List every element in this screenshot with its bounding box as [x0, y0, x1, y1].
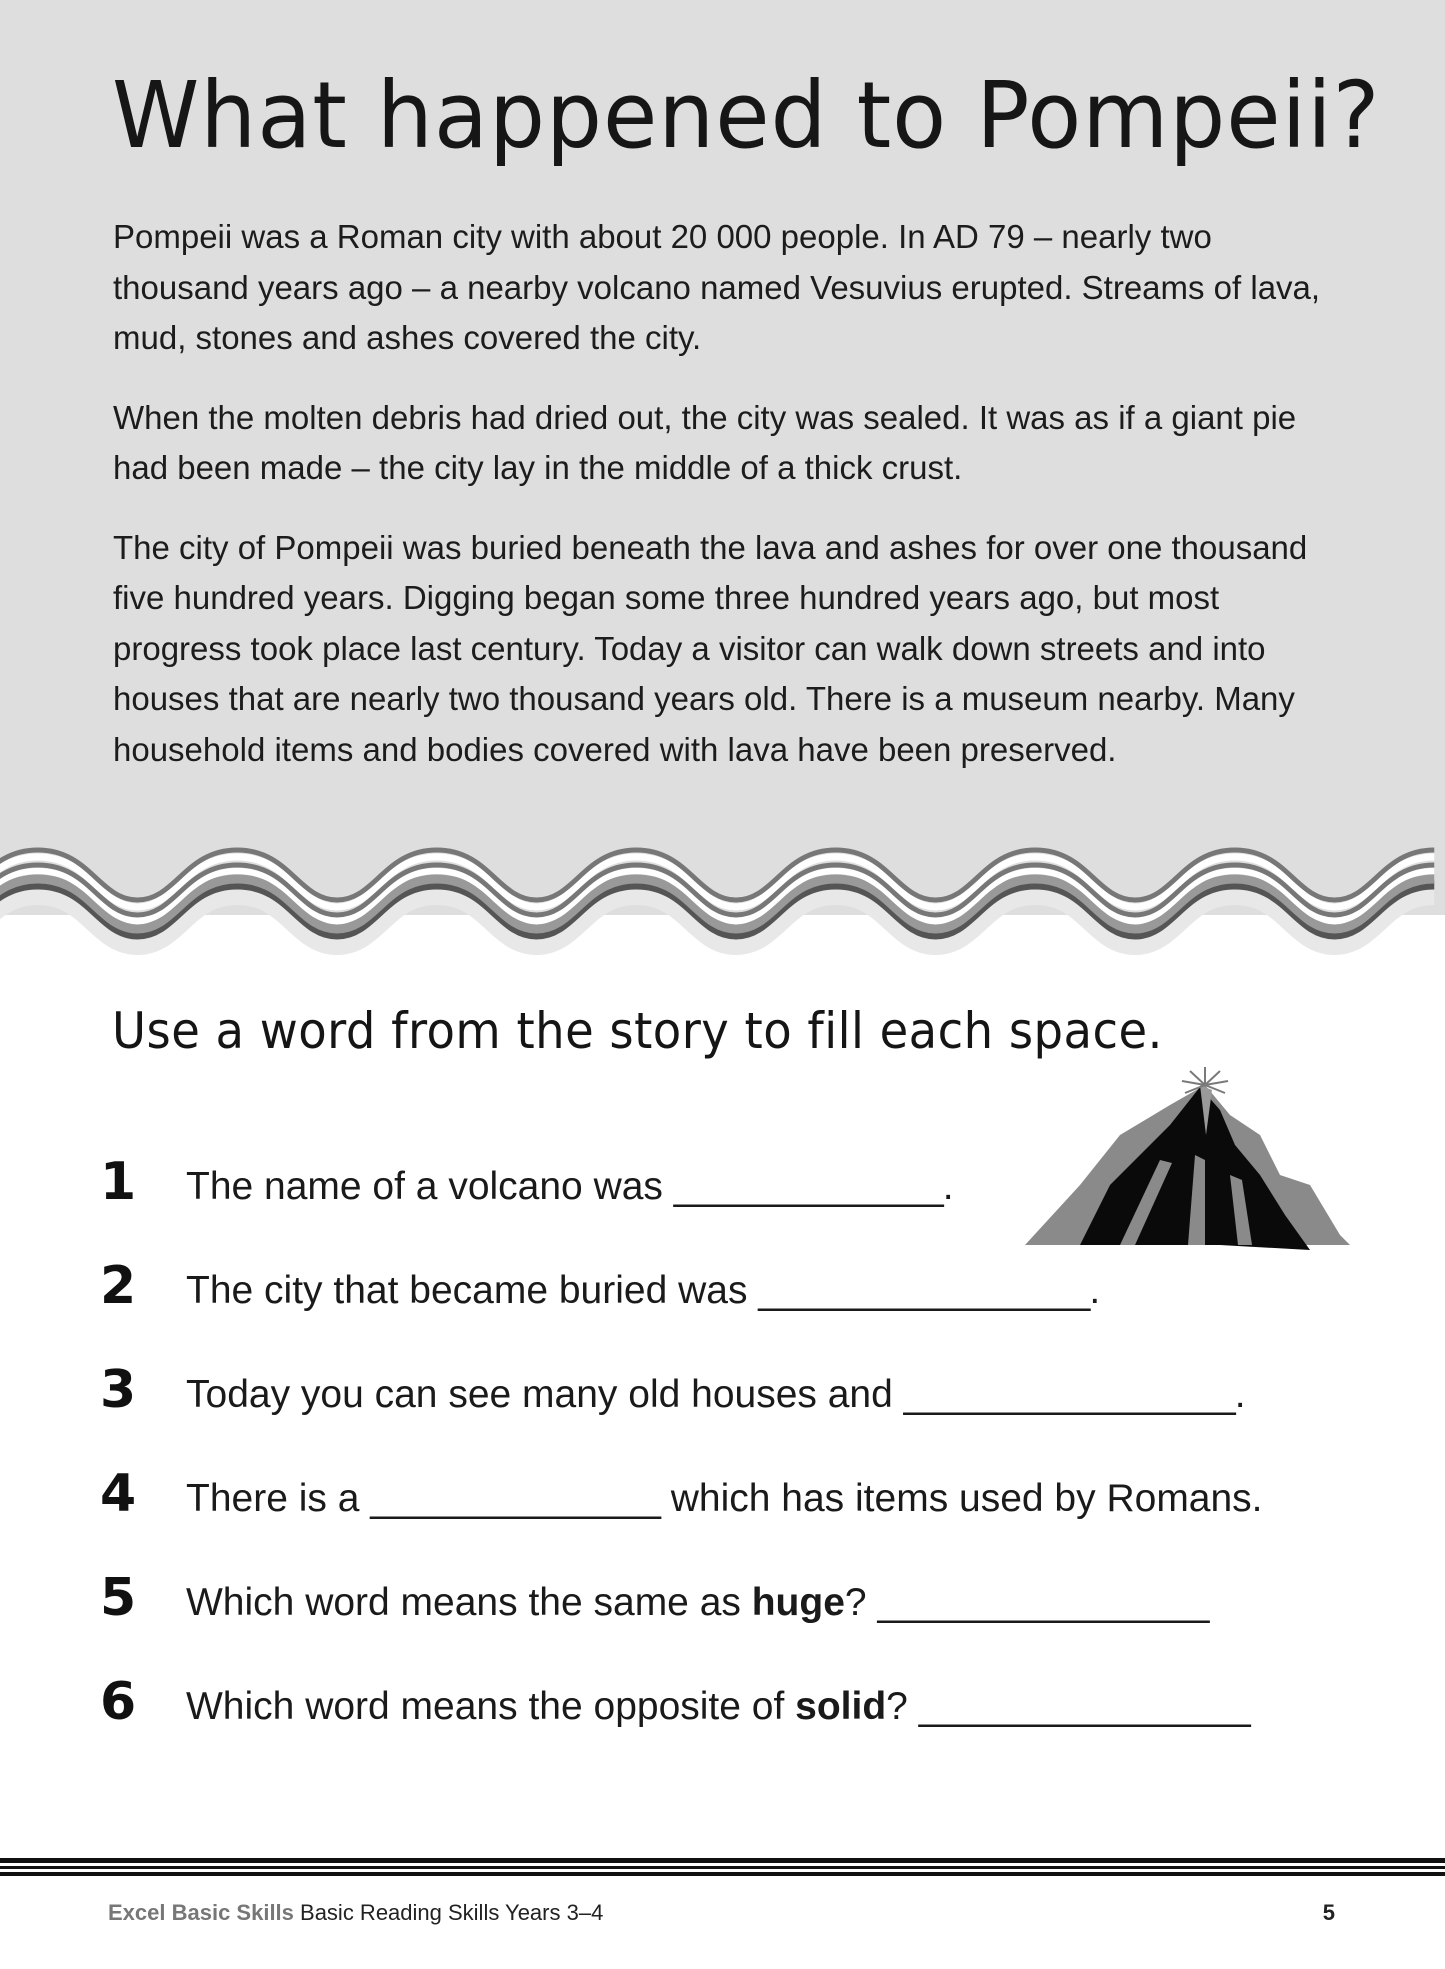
question-number: 1	[100, 1152, 137, 1212]
question-number: 3	[100, 1360, 137, 1420]
question-text: Which word means the same as	[186, 1581, 752, 1624]
answer-blank-3[interactable]: ________________	[903, 1373, 1235, 1416]
question-1	[100, 1152, 954, 1212]
question-suffix: .	[942, 1165, 954, 1208]
question-5	[100, 1568, 1208, 1628]
page-number: 5	[1322, 1900, 1335, 1925]
question-number: 6	[100, 1672, 137, 1732]
question-text: Which word means the opposite of	[186, 1685, 796, 1728]
answer-blank-4[interactable]: ______________	[370, 1477, 660, 1520]
question-text: Today you can see many old houses and	[186, 1373, 904, 1416]
question-3	[100, 1360, 1246, 1420]
question-number: 2	[100, 1256, 137, 1316]
question-number: 5	[100, 1568, 137, 1628]
volcano-icon	[1020, 1065, 1360, 1255]
answer-blank-2[interactable]: ________________	[758, 1269, 1090, 1312]
keyword-solid: solid	[795, 1685, 887, 1728]
page-footer	[108, 1900, 1335, 1926]
story-panel	[0, 0, 1445, 900]
question-mark: ?	[886, 1685, 919, 1728]
book-name: Basic Reading Skills Years 3–4	[293, 1900, 604, 1925]
answer-blank-5[interactable]: ________________	[877, 1581, 1209, 1624]
question-text: There is a	[186, 1477, 371, 1520]
question-2	[100, 1256, 1100, 1316]
question-suffix: which has items used by Romans.	[659, 1477, 1263, 1520]
story-paragraph-2: When the molten debris had dried out, the city was sealed. It was as if a giant pie had been made – the city lay in the middle of a thick crust.	[113, 398, 1297, 486]
question-mark: ?	[844, 1581, 878, 1624]
story-paragraph-3: The city of Pompeii was buried beneath the lava and ashes for over one thousand five hundred years. Digging began some three hundred years ago, but most progress took place last century. Today a visitor can walk down streets and into houses that are nearly two thousand years old. There is a museum nearby. Many household items and bodies covered with lava have been preserved.	[113, 528, 1308, 768]
question-6	[100, 1672, 1250, 1732]
story-text	[113, 212, 1343, 804]
question-suffix: .	[1089, 1269, 1101, 1312]
keyword-huge: huge	[751, 1581, 845, 1624]
question-number: 4	[100, 1464, 137, 1524]
answer-blank-6[interactable]: ________________	[918, 1685, 1250, 1728]
book-title	[108, 1900, 603, 1926]
footer-divider	[0, 1858, 1445, 1876]
question-4	[100, 1464, 1263, 1524]
question-text: The city that became buried was	[186, 1269, 759, 1312]
page-title: What happened to Pompeii?	[112, 62, 1381, 169]
answer-blank-1[interactable]: _____________	[673, 1165, 943, 1208]
wave-divider-icon	[0, 835, 1445, 975]
exercise-instruction: Use a word from the story to fill each space.	[112, 1002, 1163, 1060]
question-text: The name of a volcano was	[186, 1165, 674, 1208]
story-paragraph-1: Pompeii was a Roman city with about 20 000 people. In AD 79 – nearly two thousand years ago – a nearby volcano named Vesuvius erupted. Streams of lava, mud, stones and ashes covered the city.	[113, 218, 1321, 356]
question-suffix: .	[1234, 1373, 1246, 1416]
series-name: Excel Basic Skills	[108, 1900, 294, 1925]
